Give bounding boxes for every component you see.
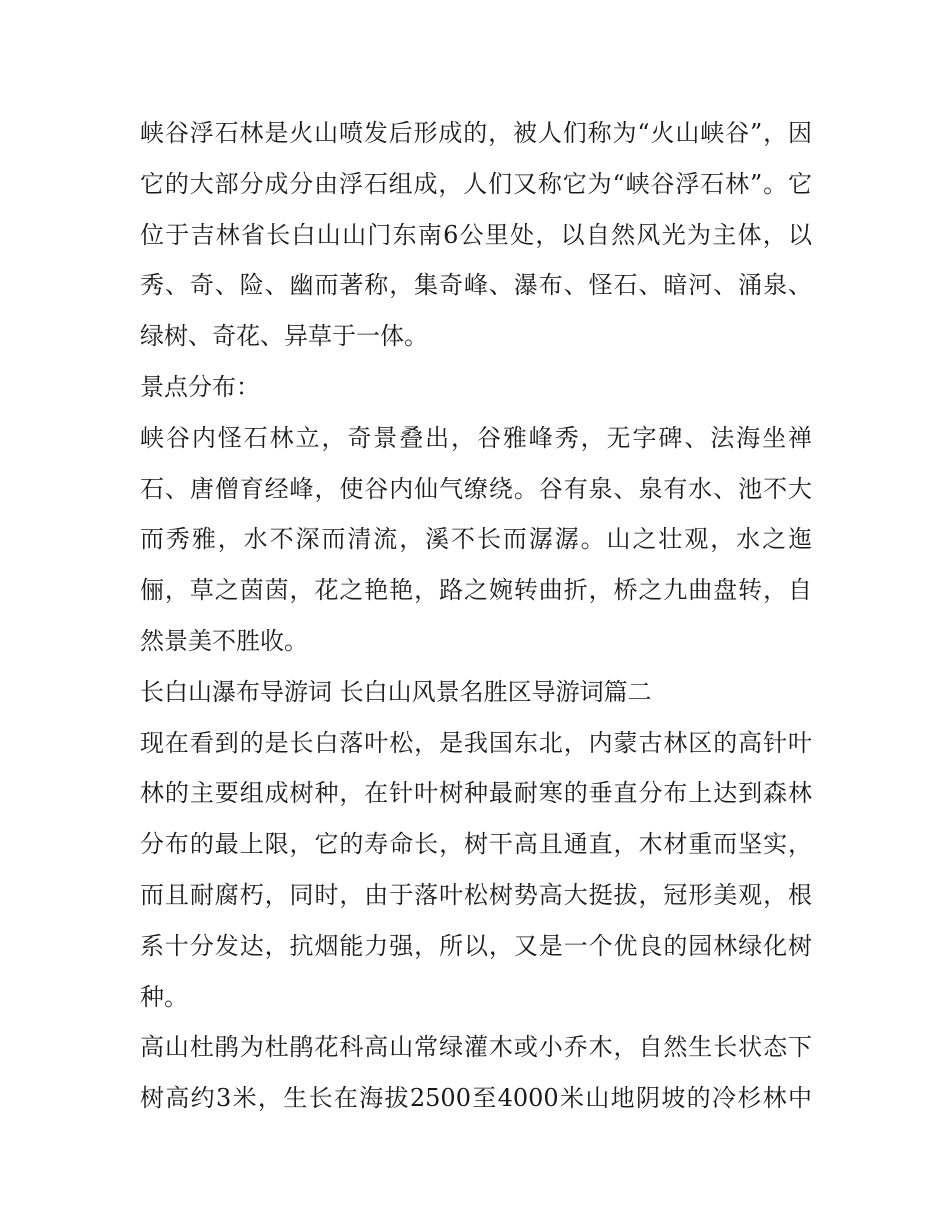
text-line: 它的大部分成分由浮石组成，人们又称它为“峡谷浮石林”。它 (140, 169, 812, 198)
text-line: 现在看到的是长白落叶松，是我国东北，内蒙古林区的高针叶 (140, 728, 812, 757)
text-line: 峡谷浮石林是火山喷发后形成的，被人们称为“火山峡谷”，因 (140, 119, 812, 147)
text-line: 俪，草之茵茵，花之艳艳，路之婉转曲折，桥之九曲盘转，自 (140, 576, 812, 605)
text-line: 然景美不胜收。 (140, 626, 308, 655)
text-line: 高山杜鹃为杜鹃花科高山常绿灌木或小乔木，自然生长状态下 (140, 1033, 812, 1062)
paragraph-intro (140, 108, 812, 362)
text-line: 林的主要组成树种，在针叶树种最耐寒的垂直分布上达到森林 (140, 779, 812, 808)
paragraph-title (140, 667, 812, 718)
paragraph-larch (140, 718, 812, 1023)
paragraph-section-heading (140, 362, 812, 413)
text-line: 种。 (140, 982, 188, 1011)
text-line: 分布的最上限，它的寿命长，树干高且通直，木材重而坚实， (140, 830, 812, 859)
text-line: 绿树、奇花、异草于一体。 (140, 322, 428, 351)
text-line: 秀、奇、险、幽而著称，集奇峰、瀑布、怪石、暗河、涌泉、 (140, 271, 812, 300)
text-line: 而且耐腐朽，同时，由于落叶松树势高大挺拔，冠形美观，根 (140, 880, 812, 909)
text-line: 树高约3米，生长在海拔2500至4000米山地阴坡的冷杉林中 (140, 1084, 812, 1113)
text-line: 系十分发达，抗烟能力强，所以，又是一个优良的园林绿化树 (140, 931, 812, 960)
article-title: 长白山瀑布导游词 长白山风景名胜区导游词篇二 (140, 677, 652, 706)
text-line: 峡谷内怪石林立，奇景叠出，谷雅峰秀，无字碑、法海坐禅 (140, 423, 812, 452)
text-line: 石、唐僧育经峰，使谷内仙气缭绕。谷有泉、泉有水、池不大 (140, 474, 812, 503)
paragraph-scenery (140, 413, 812, 667)
section-heading: 景点分布： (140, 372, 260, 401)
paragraph-rhododendron (140, 1022, 812, 1124)
text-line: 位于吉林省长白山山门东南6公里处，以自然风光为主体，以 (140, 220, 812, 249)
document-body (140, 108, 812, 1124)
text-line: 而秀雅，水不深而清流，溪不长而潺潺。山之壮观，水之迤 (140, 525, 812, 554)
